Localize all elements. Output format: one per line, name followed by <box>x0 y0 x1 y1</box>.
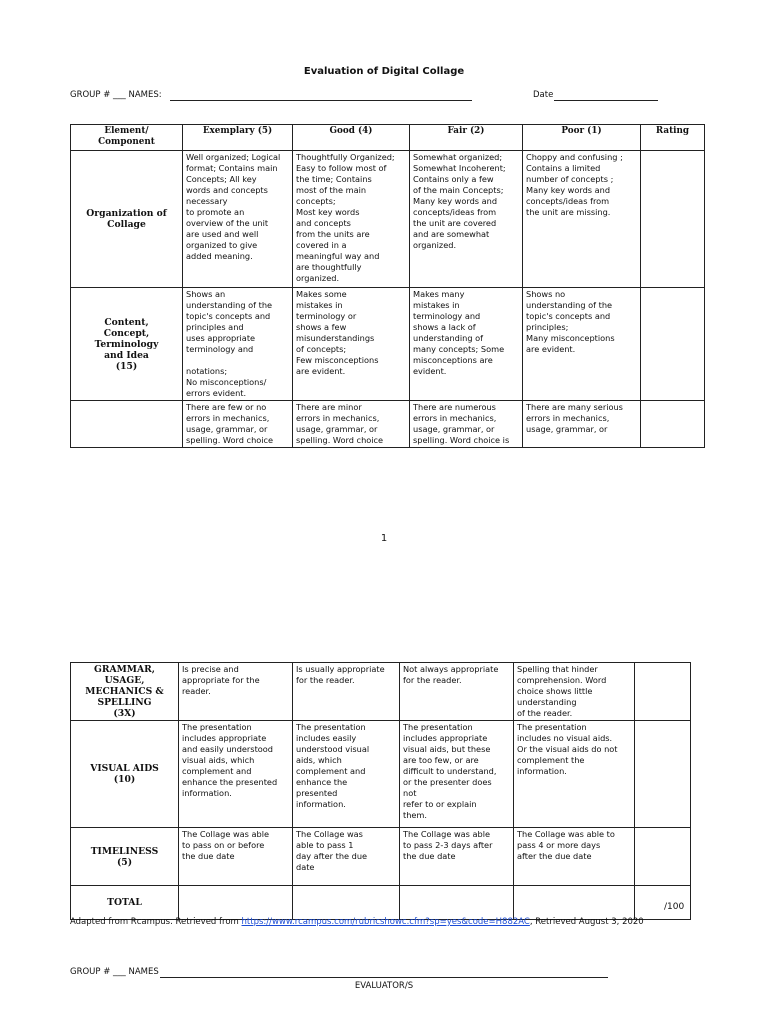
cell-fair: Not always appropriate for the reader. <box>400 663 514 721</box>
criterion-organization: Organization of Collage <box>71 151 183 288</box>
cell-exemplary: There are few or no errors in mechanics, usage, grammar, or spelling. Word choice <box>183 401 293 448</box>
col-header-element: Element/ Component <box>71 125 183 151</box>
col-header-poor: Poor (1) <box>523 125 641 151</box>
date-blank-line[interactable] <box>554 100 658 101</box>
bottom-group-names-label: GROUP # ___ NAMES <box>70 967 159 977</box>
cell-good: Thoughtfully Organized; Easy to follow most of the time; Contains most of the main concepts; Most key words and concepts from the units are covered in a meaningful way and are thoughtfully organized. <box>293 151 410 288</box>
rubric-table-page1 <box>70 124 705 448</box>
rating-cell[interactable] <box>635 828 691 886</box>
cell-exemplary: The Collage was able to pass on or before the due date <box>179 828 293 886</box>
table-row <box>71 828 691 886</box>
names-blank-line[interactable] <box>170 100 472 101</box>
cell-exemplary: Well organized; Logical format; Contains main Concepts; All key words and concepts necessary to promote an overview of the unit are used and well organized to give added meaning. <box>183 151 293 288</box>
citation-prefix: Adapted from Rcampus. Retrieved from <box>70 917 242 927</box>
criterion-content: Content, Concept, Terminology and Idea (15) <box>71 288 183 401</box>
evaluator-label: EVALUATOR/S <box>354 981 414 991</box>
criterion-grammar: GRAMMAR, USAGE, MECHANICS & SPELLING (3X) <box>71 663 179 721</box>
col-header-exemplary: Exemplary (5) <box>183 125 293 151</box>
col-header-rating: Rating <box>641 125 705 151</box>
cell-good: Makes some mistakes in terminology or shows a few misunderstandings of concepts; Few misconceptions are evident. <box>293 288 410 401</box>
table-row <box>71 401 705 448</box>
criterion-timeliness: TIMELINESS (5) <box>71 828 179 886</box>
rating-cell[interactable] <box>641 401 705 448</box>
cell-good: The Collage was able to pass 1 day after the due date <box>293 828 400 886</box>
cell-poor: There are many serious errors in mechanics, usage, grammar, or <box>523 401 641 448</box>
cell-good: Is usually appropriate for the reader. <box>293 663 400 721</box>
source-link[interactable]: https://www.rcampus.com/rubricshowc.cfm?sp=yes&code=H882AC <box>241 917 530 927</box>
criterion-empty <box>71 401 183 448</box>
cell-good: The presentation includes easily understood visual aids, which complement and enhance the presented information. <box>293 721 400 828</box>
total-score-label: /100 <box>664 902 685 912</box>
document-title: Evaluation of Digital Collage <box>303 66 465 77</box>
cell-poor: Spelling that hinder comprehension. Word choice shows little understanding of the reader. <box>514 663 635 721</box>
rating-cell[interactable] <box>641 151 705 288</box>
table-row <box>71 721 691 828</box>
cell-poor: The Collage was able to pass 4 or more days after the due date <box>514 828 635 886</box>
col-header-good: Good (4) <box>293 125 410 151</box>
source-citation <box>70 917 644 927</box>
cell-exemplary <box>179 886 293 920</box>
date-label: Date <box>533 90 554 100</box>
cell-fair: Makes many mistakes in terminology and shows a lack of understanding of many concepts; Some misconceptions are evident. <box>410 288 523 401</box>
cell-fair: There are numerous errors in mechanics, usage, grammar, or spelling. Word choice is <box>410 401 523 448</box>
cell-poor: Choppy and confusing ; Contains a limited number of concepts ; Many key words and concepts/ideas from the unit are missing. <box>523 151 641 288</box>
cell-exemplary: The presentation includes appropriate and easily understood visual aids, which complement and enhance the presented information. <box>179 721 293 828</box>
cell-poor <box>514 886 635 920</box>
criterion-total: TOTAL <box>71 886 179 920</box>
table-row <box>71 288 705 401</box>
page-number: 1 <box>380 533 388 544</box>
citation-suffix: , Retrieved August 3, 2020 <box>529 917 644 927</box>
table-row <box>71 151 705 288</box>
criterion-visual-aids: VISUAL AIDS (10) <box>71 721 179 828</box>
total-row <box>71 886 691 920</box>
rating-cell[interactable] <box>641 288 705 401</box>
cell-exemplary: Is precise and appropriate for the reader. <box>179 663 293 721</box>
bottom-names-blank-line[interactable] <box>160 977 608 978</box>
cell-fair: The presentation includes appropriate visual aids, but these are too few, or are difficult to understand, or the presenter does not refer to or explain them. <box>400 721 514 828</box>
cell-good: There are minor errors in mechanics, usage, grammar, or spelling. Word choice <box>293 401 410 448</box>
rating-cell[interactable] <box>635 663 691 721</box>
header-row <box>71 125 705 151</box>
rating-cell[interactable] <box>635 721 691 828</box>
cell-poor: The presentation includes no visual aids. Or the visual aids do not complement the information. <box>514 721 635 828</box>
cell-fair: Somewhat organized; Somewhat Incoherent; Contains only a few of the main Concepts; Many key words and concepts/ideas from the unit are covered and are somewhat organized. <box>410 151 523 288</box>
group-names-label: GROUP # ___ NAMES: <box>70 90 162 100</box>
cell-good <box>293 886 400 920</box>
cell-poor: Shows no understanding of the topic's concepts and principles; Many misconceptions are evident. <box>523 288 641 401</box>
table-row <box>71 663 691 721</box>
rubric-table-page2 <box>70 662 691 920</box>
cell-exemplary: Shows an understanding of the topic's concepts and principles and uses appropriate terminology and notations; No misconceptions/ errors evident. <box>183 288 293 401</box>
cell-fair <box>400 886 514 920</box>
cell-fair: The Collage was able to pass 2-3 days after the due date <box>400 828 514 886</box>
col-header-fair: Fair (2) <box>410 125 523 151</box>
